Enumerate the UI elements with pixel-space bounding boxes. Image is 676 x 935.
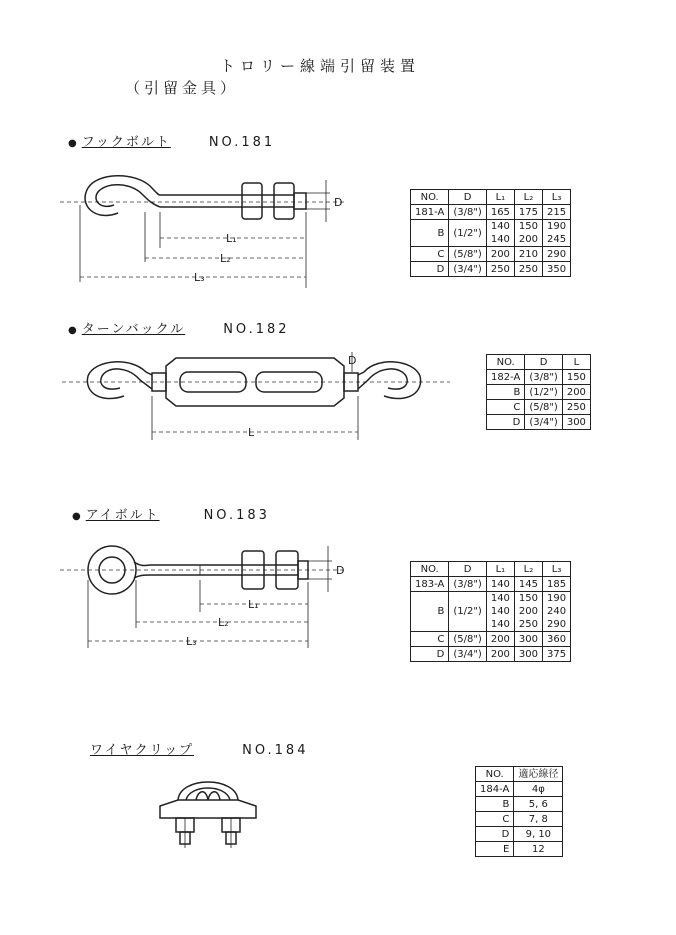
table-cell: 190 240 290 [543,592,571,632]
section-name: フックボルト [81,135,171,150]
table-header-cell: NO. [487,355,525,370]
table-header-cell: L₁ [486,190,514,205]
table-header-cell: L₁ [486,562,514,577]
table-cell: C [476,812,514,827]
table-cell: D [411,647,449,662]
table-row [411,577,571,592]
dim-label: D [348,354,357,367]
table-cell: 150 200 250 [514,592,542,632]
table-row [411,247,571,262]
table-cell: 300 [514,632,542,647]
table-cell: D [411,262,449,277]
table-cell: D [476,827,514,842]
table-header-cell: NO. [411,562,449,577]
table-cell: 300 [562,415,590,430]
table-cell: 150 200 [514,220,542,247]
table-header-cell: D [525,355,563,370]
table-row [476,797,563,812]
wire-clip-drawing [160,782,256,848]
dim-label: L₁ [226,232,237,245]
table-cell: 200 [486,647,514,662]
table-header-row [411,562,571,577]
table-cell: 250 [514,262,542,277]
table-row [476,812,563,827]
dim-label: L₁ [248,598,259,611]
dim-label: L₂ [220,252,231,265]
table-cell: 182-A [487,370,525,385]
table-cell: (5/8") [449,247,487,262]
table-cell: 190 245 [543,220,571,247]
table-cell: 150 [562,370,590,385]
table-cell: (3/4") [449,647,487,662]
table-header-cell: D [449,190,487,205]
table-cell: (1/2") [525,385,563,400]
table-cell: 250 [562,400,590,415]
table-cell: C [411,632,449,647]
table-row [411,220,571,247]
page-title: トロリー線端引留装置 [220,57,421,75]
table-row [476,782,563,797]
dim-label: D [336,564,345,577]
spec-table-181 [410,189,571,277]
table-cell: 12 [514,842,563,857]
table-header-row [476,767,563,782]
dim-label: L₃ [186,635,197,648]
table-header-cell: L [562,355,590,370]
table-cell: 140 140 [486,220,514,247]
dim-label: L [248,426,255,439]
table-header-cell: D [449,562,487,577]
table-header-row [487,355,591,370]
table-header-cell: L₃ [543,190,571,205]
table-cell: (1/2") [449,220,487,247]
table-cell: C [411,247,449,262]
dim-label: L₂ [218,616,229,629]
table-header-cell: L₃ [543,562,571,577]
section-number: NO.183 [203,508,270,523]
table-row [487,370,591,385]
page-subtitle: （引留金具） [125,79,240,97]
spec-table-182 [486,354,591,430]
table-cell: 140 140 140 [486,592,514,632]
table-cell: 9, 10 [514,827,563,842]
table-cell: 300 [514,647,542,662]
table-row [476,842,563,857]
bullet-icon: ● [72,511,83,522]
table-cell: 210 [514,247,542,262]
section-name: アイボルト [85,508,160,523]
table-cell: (1/2") [449,592,487,632]
table-cell: 183-A [411,577,449,592]
table-row [411,262,571,277]
table-cell: C [487,400,525,415]
table-header-cell: NO. [411,190,449,205]
dim-label: D [334,196,343,209]
table-cell: D [487,415,525,430]
table-cell: (3/8") [449,205,487,220]
spec-table-184 [475,766,563,857]
table-row [411,647,571,662]
table-cell: 140 [486,577,514,592]
table-cell: B [411,220,449,247]
table-cell: 7, 8 [514,812,563,827]
spec-table-183 [410,561,571,662]
section-name: ワイヤクリップ [90,743,195,758]
table-cell: (5/8") [449,632,487,647]
table-cell: 200 [486,632,514,647]
section-name: ターンバックル [81,322,186,337]
eye-bolt-drawing [60,546,345,648]
table-row [411,632,571,647]
section-number: NO.182 [223,322,290,337]
table-row [411,592,571,632]
table-cell: 181-A [411,205,449,220]
table-cell: B [487,385,525,400]
table-cell: 185 [543,577,571,592]
table-cell: B [476,797,514,812]
table-cell: 5, 6 [514,797,563,812]
table-header-cell: L₂ [514,190,542,205]
bullet-icon: ● [68,325,79,336]
table-header-row [411,190,571,205]
table-cell: 250 [486,262,514,277]
table-cell: 4φ [514,782,563,797]
table-cell: E [476,842,514,857]
section-number: NO.184 [242,743,309,758]
table-cell: B [411,592,449,632]
table-cell: 165 [486,205,514,220]
table-header-cell: L₂ [514,562,542,577]
turnbuckle-drawing [62,352,450,440]
table-cell: 375 [543,647,571,662]
table-cell: 175 [514,205,542,220]
table-header-cell: 適応線径 [514,767,563,782]
table-cell: 184-A [476,782,514,797]
table-row [487,400,591,415]
table-cell: (3/8") [449,577,487,592]
section-number: NO.181 [208,135,276,150]
table-cell: (3/4") [525,415,563,430]
table-cell: 200 [486,247,514,262]
table-header-cell: NO. [476,767,514,782]
table-row [487,385,591,400]
table-cell: 350 [543,262,571,277]
table-cell: (3/8") [525,370,563,385]
table-row [487,415,591,430]
table-cell: (5/8") [525,400,563,415]
table-row [411,205,571,220]
table-row [476,827,563,842]
bullet-icon: ● [68,138,79,149]
table-cell: 200 [562,385,590,400]
table-cell: (3/4") [449,262,487,277]
table-cell: 145 [514,577,542,592]
table-cell: 215 [543,205,571,220]
dim-label: L₃ [194,271,205,284]
table-cell: 360 [543,632,571,647]
table-cell: 290 [543,247,571,262]
